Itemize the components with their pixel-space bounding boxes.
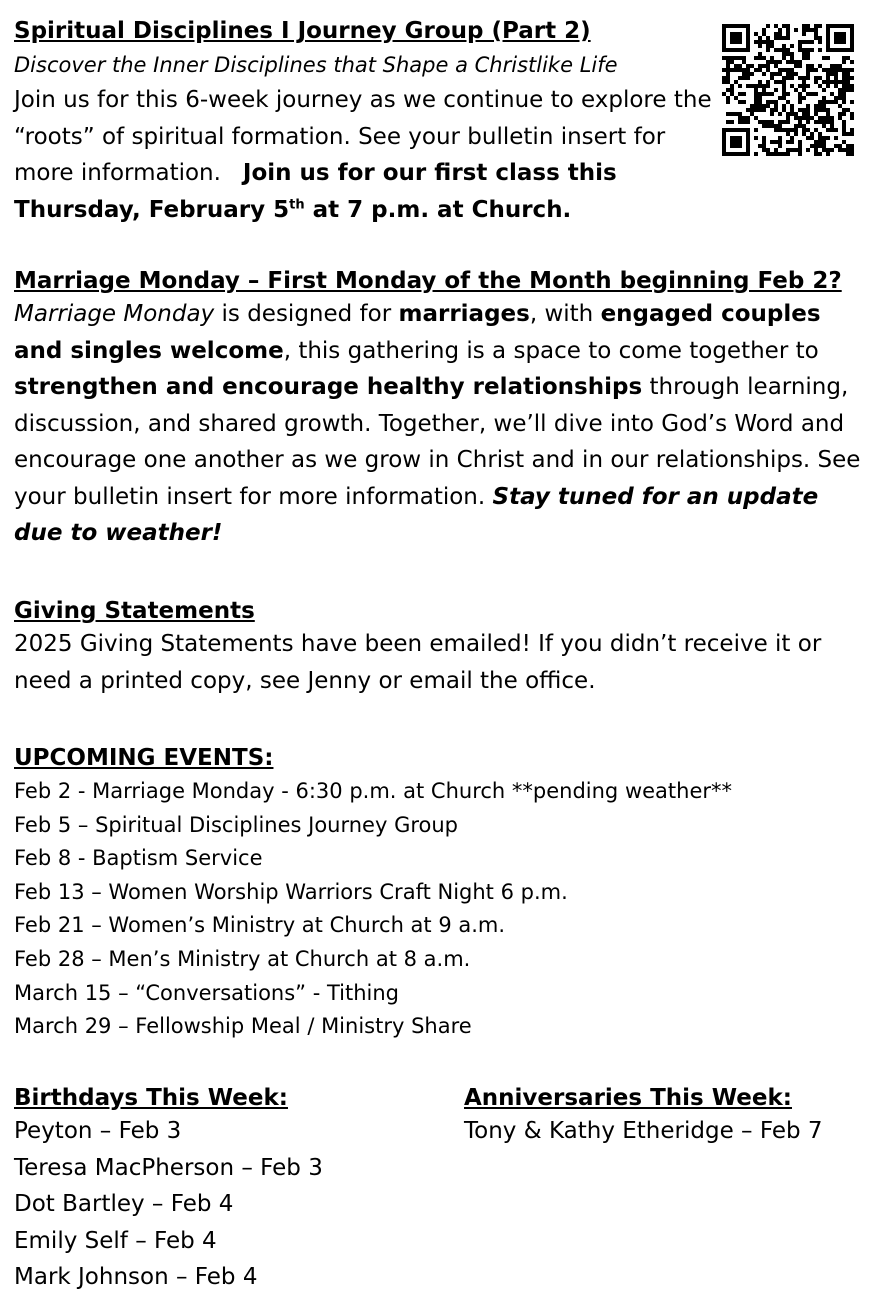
- marriage-weather-notice: Stay tuned for an update due to weather!: [14, 483, 819, 546]
- marriage-section: [14, 266, 869, 552]
- marriage-text-2: , with: [529, 301, 601, 327]
- event-item: Feb 2 - Marriage Monday - 6:30 p.m. at Church **pending weather**: [14, 779, 732, 803]
- marriage-text-4: through learning, discussion, and shared growth. Together, we’ll dive into God’s Word and encourage one another as we grow in Christ and in our relationships. See your bulletin insert for more information.: [14, 374, 861, 510]
- qr-code: [722, 24, 854, 156]
- event-item: Feb 8 - Baptism Service: [14, 846, 263, 871]
- birthdays-title: Birthdays This Week:: [14, 1085, 288, 1111]
- event-item: Feb 21 – Women’s Ministry at Church at 9 a.m.: [14, 913, 506, 938]
- birthday-item: Dot Bartley – Feb 4: [14, 1191, 234, 1217]
- marriage-title: Marriage Monday – First Monday of the Month beginning Feb 2?: [14, 268, 842, 294]
- anniversaries-section: [464, 1083, 874, 1150]
- birthdays-section: [14, 1083, 434, 1296]
- events-section: [14, 743, 874, 1044]
- event-item: Feb 28 – Men’s Ministry at Church at 8 a.m.: [14, 946, 471, 971]
- events-title: UPCOMING EVENTS:: [14, 745, 274, 771]
- journey-class-location: at 7 p.m. at Church.: [304, 196, 572, 223]
- marriage-welcome: engaged couples and singles welcome: [14, 301, 821, 364]
- anniversaries-title: Anniversaries This Week:: [464, 1085, 792, 1111]
- giving-title: Giving Statements: [14, 598, 255, 624]
- marriage-goal: strengthen and encourage healthy relationships: [14, 374, 643, 400]
- journey-tagline: Discover the Inner Disciplines that Shape a Christlike Life: [14, 53, 618, 77]
- event-item: March 15 – “Conversations” - Tithing: [14, 980, 400, 1005]
- birthday-item: Teresa MacPherson – Feb 3: [14, 1154, 323, 1181]
- giving-body: 2025 Giving Statements have been emailed! If you didn’t receive it or need a printed copy, see Jenny or email the office.: [14, 631, 822, 694]
- journey-class-date-suffix: th: [289, 196, 305, 212]
- journey-body-block: [14, 82, 714, 228]
- journey-title: Spiritual Disciplines I Journey Group (Part 2): [14, 18, 591, 44]
- birthday-item: Peyton – Feb 3: [14, 1118, 182, 1144]
- event-item: Feb 5 – Spiritual Disciplines Journey Group: [14, 812, 459, 837]
- journey-section: [14, 14, 714, 228]
- journey-class-date: Join us for our first class this Thursday, February 5: [14, 160, 617, 223]
- journey-body: Join us for this 6-week journey as we continue to explore the “roots” of spiritual formation. See your bulletin insert for more information.: [14, 87, 712, 186]
- birthdays-list: [14, 1113, 434, 1296]
- birthday-item: Mark Johnson – Feb 4: [14, 1264, 258, 1290]
- anniversaries-list: [464, 1113, 874, 1150]
- marriage-name: Marriage Monday: [14, 301, 215, 327]
- marriage-body: [14, 296, 869, 552]
- birthday-item: Emily Self – Feb 4: [14, 1227, 217, 1254]
- marriage-audience: marriages: [398, 301, 530, 327]
- anniversary-item: Tony & Kathy Etheridge – Feb 7: [464, 1118, 823, 1144]
- giving-section: [14, 596, 874, 699]
- event-item: March 29 – Fellowship Meal / Ministry Share: [14, 1014, 472, 1039]
- marriage-text-3: , this gathering is a space to come together to: [283, 337, 819, 364]
- event-item: Feb 13 – Women Worship Warriors Craft Night 6 p.m.: [14, 879, 568, 904]
- events-list: [14, 775, 874, 1044]
- marriage-text-1: is designed for: [214, 301, 399, 327]
